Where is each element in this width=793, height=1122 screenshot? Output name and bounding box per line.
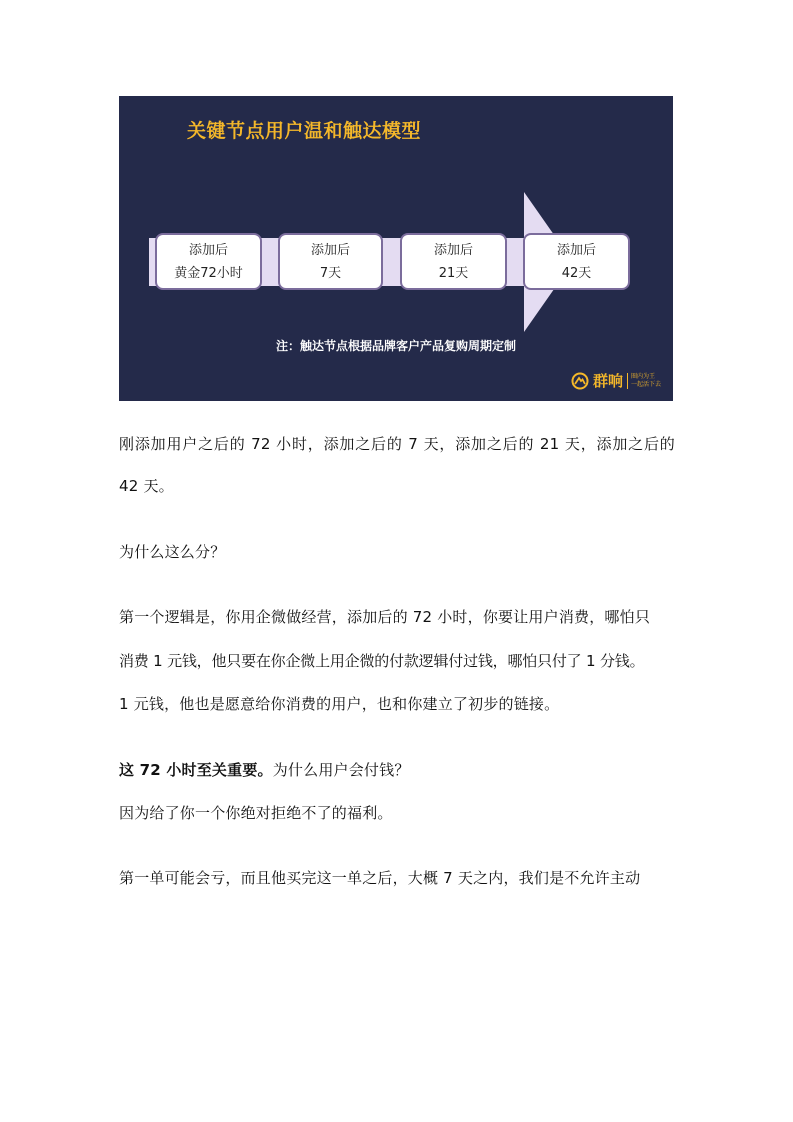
logo-name: 群响 (592, 372, 623, 390)
node-21-days (400, 233, 507, 290)
paragraph-key-point (119, 749, 675, 791)
node-72-hours (155, 233, 262, 290)
paragraph-first-order: 第一单可能会亏，而且他买完这一单之后，大概 7 天之内，我们是不允许主动 (119, 869, 641, 887)
node-label: 添加后 (188, 242, 228, 258)
brand-logo (571, 370, 661, 391)
paragraph-logic-line2: 消费 1 元钱，他只要在你企微上用企微的付款逻辑付过钱，哪怕只付了 1 分钱。 (119, 652, 645, 670)
emphasis-text: 这 72 小时至关重要。 (119, 761, 273, 779)
node-label: 添加后 (433, 242, 473, 258)
node-42-days (523, 233, 630, 290)
node-label: 添加后 (556, 242, 596, 258)
slide-image (119, 96, 673, 401)
node-value: 42天 (561, 265, 592, 281)
paragraph-logic-line1: 第一个逻辑是，你用企微做经营，添加后的 72 小时，你要让用户消费，哪怕只 (119, 608, 651, 626)
node-7-days (278, 233, 383, 290)
paragraph-question: 为什么这么分？ (119, 543, 226, 561)
node-value: 7天 (319, 265, 342, 281)
slide-title: 关键节点用户温和触达模型 (187, 120, 422, 142)
node-label: 添加后 (310, 242, 350, 258)
paragraph-intervals: 刚添加用户之后的 72 小时，添加之后的 7 天，添加之后的 21 天，添加之后的 42 天。 (119, 435, 675, 495)
mountain-icon (571, 372, 589, 390)
question-text: 为什么用户会付钱？ (272, 761, 410, 779)
logo-slogan: 圈内为王 一起活下去 (627, 373, 661, 389)
paragraph-benefit: 因为给了你一个你绝对拒绝不了的福利。 (119, 804, 393, 822)
node-value: 黄金72小时 (174, 265, 243, 281)
paragraph-logic-line3: 1 元钱，他也是愿意给你消费的用户，也和你建立了初步的链接。 (119, 695, 560, 713)
node-value: 21天 (438, 265, 469, 281)
slide-note: 注：触达节点根据品牌客户产品复购周期定制 (275, 339, 516, 353)
